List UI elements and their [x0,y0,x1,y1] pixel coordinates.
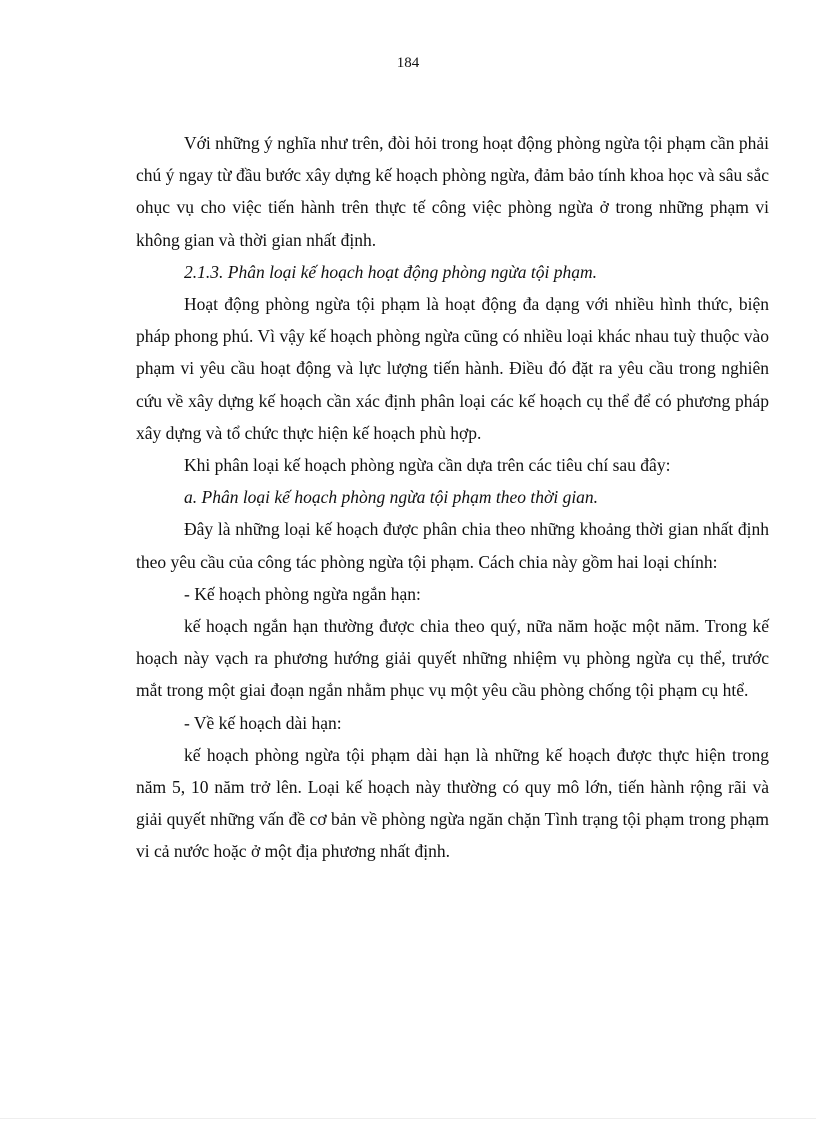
subheading-by-time: a. Phân loại kế hoạch phòng ngừa tội phạm theo thời gian. [184,487,599,508]
section-heading-2-1-3: 2.1.3. Phân loại kế hoạch hoạt động phòng ngừa tội phạm. [184,261,597,282]
paragraph-meaning: Với những ý nghĩa như trên, đòi hỏi trong hoạt động phòng ngừa tội phạm cần phải chú ý ngay từ đầu bước xây dựng kế hoạch phòng ngừa, đảm bảo tính khoa học và sâu sắc ohục vụ cho việc tiến hành trên thực tế công việc phòng ngừa ở trong những phạm vi không gian và thời gian nhất định. [136,133,769,250]
paragraph-criteria: Khi phân loại kế hoạch phòng ngừa cần dựa trên các tiêu chí sau đây: [184,455,671,476]
paragraph-diversity: Hoạt động phòng ngừa tội phạm là hoạt động đa dạng với nhiều hình thức, biện pháp phong phú. Vì vậy kế hoạch phòng ngừa cũng có nhiều loại khác nhau tuỳ thuộc vào phạm vi yêu cầu hoạt động và lực lượng tiến hành. Điều đó đặt ra yêu cầu trong nghiên cứu về xây dựng kế hoạch cần xác định phân loại các kế hoạch cụ thể để có phương pháp xây dựng và tổ chức thực hiện kế hoạch phù hợp. [136,294,769,443]
paragraph-short-term: kế hoạch ngắn hạn thường được chia theo quý, nữa năm hoặc một năm. Trong kế hoạch này vạch ra phương hướng giải quyết những nhiệm vụ phòng ngừa cụ thể, trước mắt trong một giai đoạn ngắn nhằm phục vụ một yêu cầu phòng chống tội phạm cụ htể. [136,616,769,701]
list-item-short-term: - Kế hoạch phòng ngừa ngắn hạn: [184,583,421,604]
document-body [136,127,769,868]
paragraph-time-division: Đây là những loại kế hoạch được phân chia theo những khoảng thời gian nhất định theo yêu cầu của công tác phòng ngừa tội phạm. Cách chia này gồm hai loại chính: [136,519,769,572]
page-bottom-divider [0,1118,816,1119]
paragraph-long-term: kế hoạch phòng ngừa tội phạm dài hạn là những kế hoạch được thực hiện trong năm 5, 10 năm trở lên. Loại kế hoạch này thường có quy mô lớn, tiến hành rộng rãi và giải quyết những vấn đề cơ bản về phòng ngừa ngăn chặn Tình trạng tội phạm trong phạm vi cả nước hoặc ở một địa phương nhất định. [136,744,769,862]
list-item-long-term: - Về kế hoạch dài hạn: [184,712,342,733]
page-number: 184 [396,55,420,71]
